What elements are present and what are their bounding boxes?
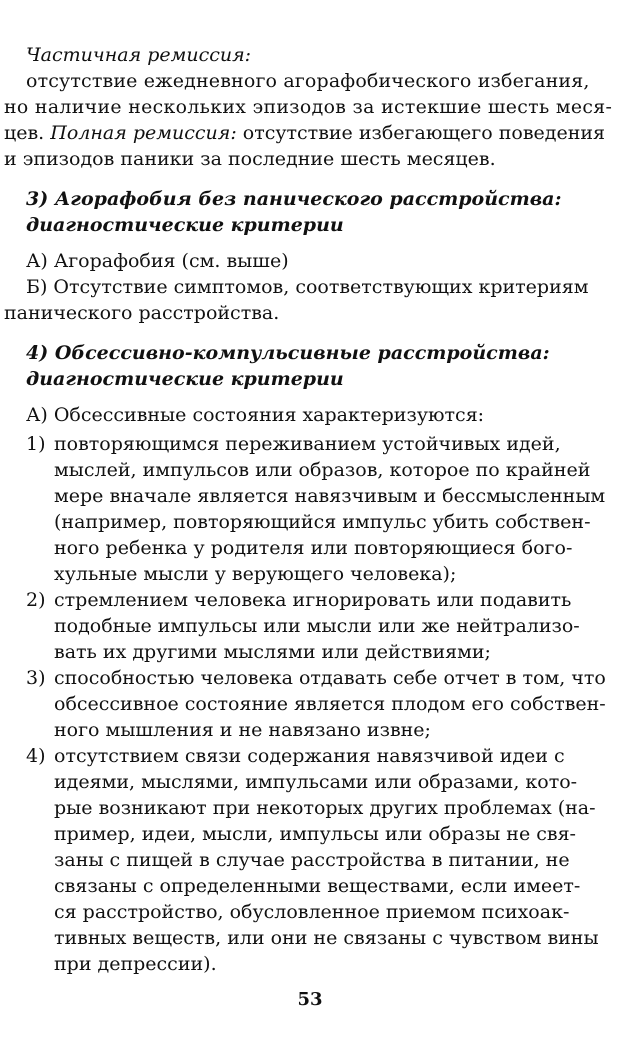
remission-line-3-start: цев. — [4, 122, 51, 144]
section3-item-a: А) Агорафобия (см. выше) — [26, 250, 289, 272]
list-item-line: стремлением человека игнорировать или подавить — [54, 589, 572, 611]
list-item-line: хульные мысли у верующего человека); — [54, 563, 457, 585]
list-item-line: обсессивное состояние является плодом его собствен- — [54, 693, 606, 715]
partial-remission-label: Частичная ремиссия: — [26, 44, 252, 66]
remission-line-2: но наличие нескольких эпизодов за истекшие шесть меся- — [4, 96, 613, 118]
remission-line-4: и эпизодов паники за последние шесть месяцев. — [4, 148, 496, 170]
list-item-line: повторяющимся переживанием устойчивых идей, — [54, 433, 561, 455]
section3-heading-line-1: 3) Агорафобия без панического расстройства: — [26, 188, 562, 210]
section4-heading-line-2: диагностические критерии — [26, 368, 344, 390]
section4-heading-line-1: 4) Обсессивно-компульсивные расстройства: — [26, 342, 550, 364]
list-item-line: отсутствием связи содержания навязчивой идеи с — [54, 745, 565, 767]
section3-item-b-line-2: панического расстройства. — [4, 302, 280, 324]
list-item-line: заны с пищей в случае расстройства в питании, не — [54, 849, 570, 871]
page-number: 53 — [297, 989, 323, 1010]
list-item-line: способностью человека отдавать себе отчет в том, что — [54, 667, 606, 689]
list-item-line: вать их другими мыслями или действиями; — [54, 641, 491, 663]
list-item-number: 3) — [26, 667, 46, 689]
list-item-line: идеями, мыслями, импульсами или образами, кото- — [54, 771, 578, 793]
list-item-line: мыслей, импульсов или образов, которое по крайней — [54, 459, 591, 481]
section4-intro: А) Обсессивные состояния характеризуются: — [26, 404, 485, 426]
full-remission-label: Полная ремиссия: — [50, 122, 237, 144]
section3-heading-line-2: диагностические критерии — [26, 214, 344, 236]
list-item-line: при депрессии). — [54, 953, 217, 975]
remission-line-3 — [4, 120, 605, 146]
list-item-line: ся расстройство, обусловленное приемом психоак- — [54, 901, 570, 923]
section3-item-b-line-1: Б) Отсутствие симптомов, соответствующих критериям — [26, 276, 589, 298]
list-item-line: пример, идеи, мысли, импульсы или образы не свя- — [54, 823, 576, 845]
list-item-line: мере вначале является навязчивым и бессмысленным — [54, 485, 606, 507]
list-item-line: рые возникают при некоторых других проблемах (на- — [54, 797, 596, 819]
list-item-number: 2) — [26, 589, 46, 611]
remission-line-3-end: отсутствие избегающего поведения — [236, 122, 606, 144]
list-item-line: связаны с определенными веществами, если имеет- — [54, 875, 581, 897]
remission-line-1: отсутствие ежедневного агорафобического избегания, — [26, 70, 590, 92]
list-item-line: тивных веществ, или они не связаны с чувством вины — [54, 927, 599, 949]
list-item-number: 4) — [26, 745, 46, 767]
list-item-number: 1) — [26, 433, 46, 455]
list-item-line: (например, повторяющийся импульс убить собствен- — [54, 511, 591, 533]
list-item-line: подобные импульсы или мысли или же нейтрализо- — [54, 615, 580, 637]
list-item-line: ного ребенка у родителя или повторяющиеся бого- — [54, 537, 573, 559]
list-item-line: ного мышления и не навязано извне; — [54, 719, 431, 741]
